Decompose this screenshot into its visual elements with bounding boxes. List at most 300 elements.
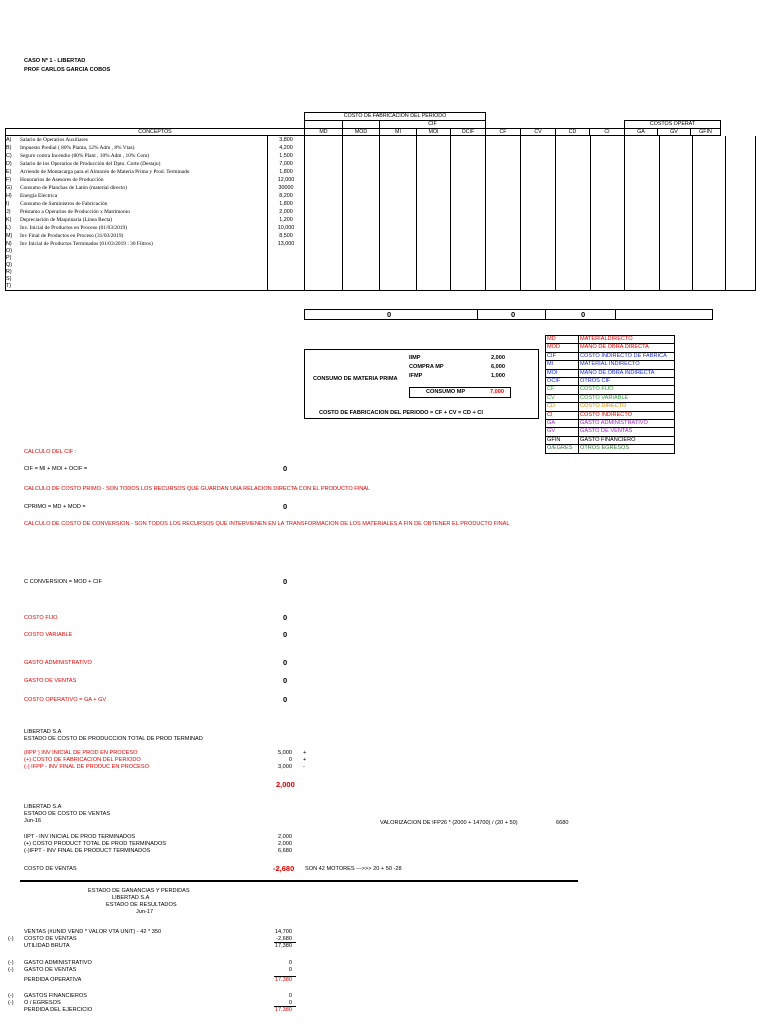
concept-row — [6, 184, 756, 192]
classification-cell — [451, 200, 486, 208]
classification-cell — [521, 240, 556, 248]
classification-cell — [625, 224, 660, 232]
classification-cell — [660, 276, 693, 283]
column-header-gv: GV — [658, 128, 691, 136]
income-label: O / EGRESOS — [24, 1000, 61, 1006]
classification-cell — [451, 176, 486, 184]
classification-cell — [417, 208, 451, 216]
classification-cell — [556, 248, 591, 255]
classification-cell — [305, 152, 343, 160]
classification-cell — [486, 160, 521, 168]
classification-cell — [417, 176, 451, 184]
classification-cell — [417, 232, 451, 240]
classification-cell — [486, 262, 521, 269]
row-concept: Impuesto Predial ( 80% Planta, 12% Adm , 8% Vtas) — [20, 144, 135, 151]
legend-description: OTROS CIF — [579, 378, 675, 386]
row-letter: M) — [6, 232, 13, 239]
prod-line-value: 3,000 — [278, 764, 292, 770]
classification-cell — [451, 255, 486, 262]
classification-cell — [451, 262, 486, 269]
income-value: 17,380 — [274, 1007, 292, 1013]
classification-cell — [486, 168, 521, 176]
legend-code: MD — [546, 336, 579, 344]
classification-cell — [380, 168, 417, 176]
row-concept: Salario de los Operarios de Producción del Dpto. Corte (Destajo) — [20, 160, 161, 167]
classification-cell — [451, 269, 486, 276]
gasto-administrativo-value: 0 — [283, 658, 288, 667]
row-letter: S) — [6, 276, 12, 283]
classification-cell — [521, 269, 556, 276]
classification-cell — [591, 144, 625, 152]
classification-cell — [521, 192, 556, 200]
row-letter: E) — [6, 168, 12, 175]
concept-row — [6, 152, 756, 160]
classification-cell — [380, 240, 417, 248]
totals-row — [304, 309, 713, 320]
classification-cell — [486, 192, 521, 200]
gasto-ventas-label: GASTO DE VENTAS — [24, 678, 77, 684]
classification-cell — [417, 248, 451, 255]
classification-cell — [451, 216, 486, 224]
row-value: 2,000 — [268, 208, 305, 216]
classification-cell — [660, 200, 693, 208]
income-label: GASTOS FINANCIEROS — [24, 993, 87, 999]
classification-cell — [417, 276, 451, 283]
classification-cell — [417, 144, 451, 152]
row-letter: I) — [6, 200, 10, 207]
classification-cell — [343, 269, 380, 276]
mp-line-value: 1,000 — [491, 373, 505, 379]
legend-description: MATERIAL INDIRECTO — [579, 361, 675, 369]
classification-cell — [305, 160, 343, 168]
classification-cell — [625, 269, 660, 276]
row-letter: G) — [6, 184, 12, 191]
row-value — [268, 248, 305, 255]
classification-cell — [693, 240, 726, 248]
classification-cell — [521, 160, 556, 168]
classification-cell — [305, 269, 343, 276]
classification-cell — [521, 283, 556, 290]
classification-cell — [521, 176, 556, 184]
row-value: 1,800 — [268, 168, 305, 176]
classification-cell — [660, 269, 693, 276]
costo-primo-formula: CPRIMO = MD + MOD = — [24, 504, 86, 510]
row-concept: Depreciación de Maquinaria (Linea Recta) — [20, 216, 113, 223]
classification-cell — [521, 248, 556, 255]
classification-cell — [305, 262, 343, 269]
classification-cell — [451, 208, 486, 216]
sales-line-value: 2,000 — [278, 834, 292, 840]
row-letter: C) — [6, 152, 12, 159]
classification-cell — [591, 168, 625, 176]
classification-cell — [521, 224, 556, 232]
classification-cell — [451, 152, 486, 160]
concept-row — [6, 224, 756, 232]
valorizacion-formula: VALORIZACION DE IFP26 * (2000 + 14700) / (20 + 50) — [380, 820, 518, 826]
column-header-moi: MOI — [417, 128, 451, 136]
classification-cell — [343, 216, 380, 224]
classification-cell — [380, 184, 417, 192]
classification-cell — [726, 216, 756, 224]
income-title: ESTADO DE GANANCIAS Y PERDIDAS — [88, 888, 190, 894]
classification-cell — [693, 176, 726, 184]
classification-cell — [660, 232, 693, 240]
classification-cell — [451, 276, 486, 283]
legend-description: GASTO DE VENTAS — [579, 428, 675, 436]
classification-cell — [693, 184, 726, 192]
group-title-cfp: COSTO DE FABRICACION DEL PERIODO — [305, 113, 486, 121]
conceptos-header: CONCEPTOS — [6, 128, 305, 136]
classification-cell — [726, 136, 756, 144]
prod-line-label: (IIPP ) INV INICIAL DE PROD EN PROCESO — [24, 750, 138, 756]
classification-cell — [417, 152, 451, 160]
classification-cell — [380, 269, 417, 276]
classification-cell — [343, 152, 380, 160]
sales-date: Jun-16 — [24, 818, 42, 824]
classification-cell — [556, 160, 591, 168]
classification-cell — [380, 160, 417, 168]
classification-cell — [486, 200, 521, 208]
classification-cell — [591, 232, 625, 240]
row-value: 1,800 — [268, 200, 305, 208]
classification-cell — [343, 283, 380, 290]
row-value: 3,800 — [268, 136, 305, 144]
income-label: GASTO DE VENTAS — [24, 967, 77, 973]
legend-entry — [546, 445, 675, 453]
costo-conversion-formula: C CONVERSION = MOD + CIF — [24, 579, 103, 585]
classification-cell — [660, 160, 693, 168]
consumo-mp-label: CONSUMO MP — [426, 389, 466, 395]
mp-line-label: IFMP — [409, 373, 423, 379]
legend-entry — [546, 386, 675, 394]
classification-cell — [343, 232, 380, 240]
classification-cell — [726, 255, 756, 262]
classification-cell — [521, 216, 556, 224]
classification-cell — [305, 255, 343, 262]
classification-cell — [591, 176, 625, 184]
classification-cell — [726, 152, 756, 160]
classification-cell — [417, 168, 451, 176]
classification-cell — [343, 255, 380, 262]
classification-cell — [625, 240, 660, 248]
classification-cell — [556, 255, 591, 262]
classification-cell — [660, 255, 693, 262]
classification-cell — [625, 216, 660, 224]
classification-cell — [556, 136, 591, 144]
classification-cell — [660, 262, 693, 269]
classification-cell — [486, 216, 521, 224]
classification-cell — [660, 184, 693, 192]
concept-row — [6, 200, 756, 208]
classification-cell — [556, 262, 591, 269]
classification-cell — [343, 192, 380, 200]
classification-cell — [521, 262, 556, 269]
classification-cell — [591, 192, 625, 200]
classification-cell — [660, 168, 693, 176]
classification-cell — [625, 192, 660, 200]
classification-cell — [451, 192, 486, 200]
classification-cell — [726, 262, 756, 269]
row-value: 8,500 — [268, 232, 305, 240]
classification-cell — [660, 152, 693, 160]
classification-cell — [451, 184, 486, 192]
concept-row — [6, 136, 756, 144]
classification-cell — [726, 276, 756, 283]
classification-cell — [305, 232, 343, 240]
row-letter: O) — [6, 248, 12, 255]
classification-cell — [417, 200, 451, 208]
classification-cell — [693, 144, 726, 152]
prod-total: 2,000 — [276, 780, 295, 789]
row-concept: Inv Final de Productos en Proceso (31/03/2019) — [20, 232, 124, 239]
classification-cell — [591, 248, 625, 255]
row-value — [268, 283, 305, 290]
classification-cell — [380, 255, 417, 262]
classification-cell — [521, 168, 556, 176]
legend-entry — [546, 403, 675, 411]
classification-cell — [625, 160, 660, 168]
row-value: 30000 — [268, 184, 305, 192]
classification-cell — [343, 240, 380, 248]
legend-code: O/EGRES — [546, 445, 579, 453]
classification-cell — [660, 144, 693, 152]
income-sign: (-) — [8, 1000, 14, 1006]
classification-cell — [486, 152, 521, 160]
column-header-ci: CI — [590, 128, 625, 136]
classification-cell — [693, 232, 726, 240]
mp-title: CONSUMO DE MATERIA PRIMA — [313, 376, 398, 382]
income-date: Jun-17 — [136, 909, 154, 915]
classification-cell — [305, 176, 343, 184]
classification-cell — [726, 208, 756, 216]
column-header-mod: MOD — [343, 128, 380, 136]
costo-conversion-value: 0 — [283, 577, 288, 586]
column-header-gfin: GFIN — [691, 128, 721, 136]
classification-cell — [591, 224, 625, 232]
classification-cell — [660, 176, 693, 184]
costo-primo-value: 0 — [283, 502, 288, 511]
classification-cell — [380, 208, 417, 216]
classification-cell — [417, 262, 451, 269]
costo-primo-title: CALCULO DE COSTO PRIMO - SON TODOS LOS RECURSOS QUE GUARDAN UNA RELACION DIRECTA CON EL PRODUCTO FINAL — [24, 486, 371, 492]
classification-cell — [486, 255, 521, 262]
classification-cell — [625, 262, 660, 269]
classification-cell — [305, 136, 343, 144]
classification-cell — [625, 136, 660, 144]
classification-cell — [591, 276, 625, 283]
total-cv: 0 — [511, 310, 516, 319]
concept-row — [6, 232, 756, 240]
concept-row — [6, 269, 756, 276]
classification-cell — [486, 283, 521, 290]
classification-cell — [451, 232, 486, 240]
row-value: 13,000 — [268, 240, 305, 248]
cfp-formula: COSTO DE FABRICACION DEL PERIODO = CF + CV = CD + CI — [319, 410, 483, 416]
classification-cell — [521, 276, 556, 283]
classification-cell — [305, 276, 343, 283]
classification-cell — [591, 208, 625, 216]
concept-row — [6, 144, 756, 152]
classification-cell — [556, 232, 591, 240]
concept-row — [6, 168, 756, 176]
income-value: 0 — [288, 1000, 292, 1006]
row-value: 12,000 — [268, 176, 305, 184]
classification-cell — [625, 276, 660, 283]
classification-cell — [726, 192, 756, 200]
classification-cell — [305, 208, 343, 216]
subtotal-rule — [274, 942, 296, 943]
classification-cell — [556, 283, 591, 290]
mp-line-label: COMPRA MP — [409, 364, 444, 370]
classification-cell — [521, 152, 556, 160]
income-value: 0 — [288, 967, 292, 973]
income-subtitle: ESTADO DE RESULTADOS — [106, 902, 177, 908]
cif-header: CIF — [380, 120, 486, 128]
concept-row — [6, 160, 756, 168]
classification-cell — [521, 200, 556, 208]
classification-cell — [380, 276, 417, 283]
row-value: 1,500 — [268, 152, 305, 160]
classification-cell — [625, 168, 660, 176]
classification-cell — [451, 136, 486, 144]
classification-cell — [591, 283, 625, 290]
classification-cell — [486, 232, 521, 240]
classification-cell — [660, 192, 693, 200]
classification-cell — [521, 232, 556, 240]
classification-cell — [591, 240, 625, 248]
income-label: GASTO ADMINISTRATIVO — [24, 960, 92, 966]
classification-cell — [486, 224, 521, 232]
classification-cell — [486, 176, 521, 184]
classification-cell — [486, 208, 521, 216]
classification-cell — [693, 208, 726, 216]
row-concept: Honorarios de Asesores de Producción — [20, 176, 104, 183]
classification-cell — [380, 248, 417, 255]
legend-code: GV — [546, 428, 579, 436]
classification-cell — [591, 152, 625, 160]
classification-cell — [486, 276, 521, 283]
total-cfp: 0 — [387, 310, 392, 319]
classification-cell — [726, 168, 756, 176]
classification-cell — [591, 160, 625, 168]
income-label: PERDIDA OPERATIVA — [24, 977, 82, 983]
classification-cell — [625, 255, 660, 262]
legend-code: MOD — [546, 344, 579, 352]
classification-cell — [693, 255, 726, 262]
classification-cell — [380, 176, 417, 184]
classification-cell — [380, 152, 417, 160]
classification-cell — [726, 176, 756, 184]
concept-row — [6, 276, 756, 283]
classification-cell — [591, 255, 625, 262]
row-concept: Seguro contra Incendio (80% Plant , 10% Adm , 10% Com) — [20, 152, 150, 159]
income-value: 0 — [288, 993, 292, 999]
classification-cell — [625, 184, 660, 192]
classification-cell — [343, 262, 380, 269]
costo-fijo-label: COSTO FIJO — [24, 615, 58, 621]
mp-line-label: IIMP — [409, 355, 421, 361]
legend-entry — [546, 369, 675, 377]
classification-cell — [693, 224, 726, 232]
section-divider — [20, 880, 578, 882]
concept-row — [6, 248, 756, 255]
classification-cell — [556, 216, 591, 224]
classification-cell — [417, 240, 451, 248]
classification-cell — [305, 192, 343, 200]
classification-cell — [660, 136, 693, 144]
legend-entry — [546, 411, 675, 419]
row-value — [268, 262, 305, 269]
sales-line-label: IIPT - INV INICIAL DE PROD TERMINADOS — [24, 834, 136, 840]
classification-cell — [343, 136, 380, 144]
legend-description: COSTO VARIABLE — [579, 394, 675, 402]
legend-code: GFIN — [546, 436, 579, 444]
classification-cell — [556, 168, 591, 176]
row-letter: R) — [6, 269, 12, 276]
classification-cell — [693, 269, 726, 276]
classification-cell — [451, 224, 486, 232]
classification-cell — [591, 262, 625, 269]
classification-cell — [726, 269, 756, 276]
classification-cell — [660, 283, 693, 290]
classification-cell — [556, 240, 591, 248]
classification-cell — [417, 255, 451, 262]
classification-cell — [451, 160, 486, 168]
classification-cell — [486, 184, 521, 192]
classification-cell — [486, 269, 521, 276]
classification-cell — [693, 136, 726, 144]
income-sign: (-) — [8, 993, 14, 999]
classification-cell — [380, 224, 417, 232]
row-concept: Salario de Operarios Auxiliares — [20, 136, 88, 143]
classification-cell — [556, 184, 591, 192]
classification-cell — [591, 184, 625, 192]
classification-cell — [486, 144, 521, 152]
column-header-md: MD — [305, 128, 343, 136]
legend-entry — [546, 352, 675, 360]
costo-variable-value: 0 — [283, 630, 288, 639]
concept-row — [6, 208, 756, 216]
classification-cell — [380, 144, 417, 152]
row-concept: Consumo de Planchas de Latón (material directo) — [20, 184, 127, 191]
classification-cell — [726, 184, 756, 192]
costo-fijo-value: 0 — [283, 613, 288, 622]
prod-line-sign: + — [303, 750, 307, 756]
prod-line-value: 0 — [288, 757, 292, 763]
column-header-cf: CF — [486, 128, 521, 136]
classification-cell — [343, 208, 380, 216]
income-label: PERDIDA DEL EJERCICIO — [24, 1007, 93, 1013]
income-value: 17,380 — [274, 943, 292, 949]
classification-cell — [660, 240, 693, 248]
legend-description: COSTO INDIRECTO — [579, 411, 675, 419]
classification-cell — [693, 152, 726, 160]
row-value: 10,000 — [268, 224, 305, 232]
subtotal-rule — [274, 976, 296, 977]
legend-entry — [546, 378, 675, 386]
prod-line-value: 5,000 — [278, 750, 292, 756]
classification-cell — [486, 240, 521, 248]
prod-line-sign: - — [303, 764, 305, 770]
classification-cell — [556, 192, 591, 200]
costo-operativo-label: COSTO OPERATIVO = GA + GV — [24, 697, 107, 703]
classification-cell — [726, 144, 756, 152]
income-sign: (-) — [8, 960, 14, 966]
row-concept: Consumo de Suministros de Fabricación — [20, 200, 108, 207]
income-sign: (-) — [8, 967, 14, 973]
costos-operat-header: COSTOS OPERAT — [625, 120, 721, 128]
concept-row — [6, 283, 756, 290]
